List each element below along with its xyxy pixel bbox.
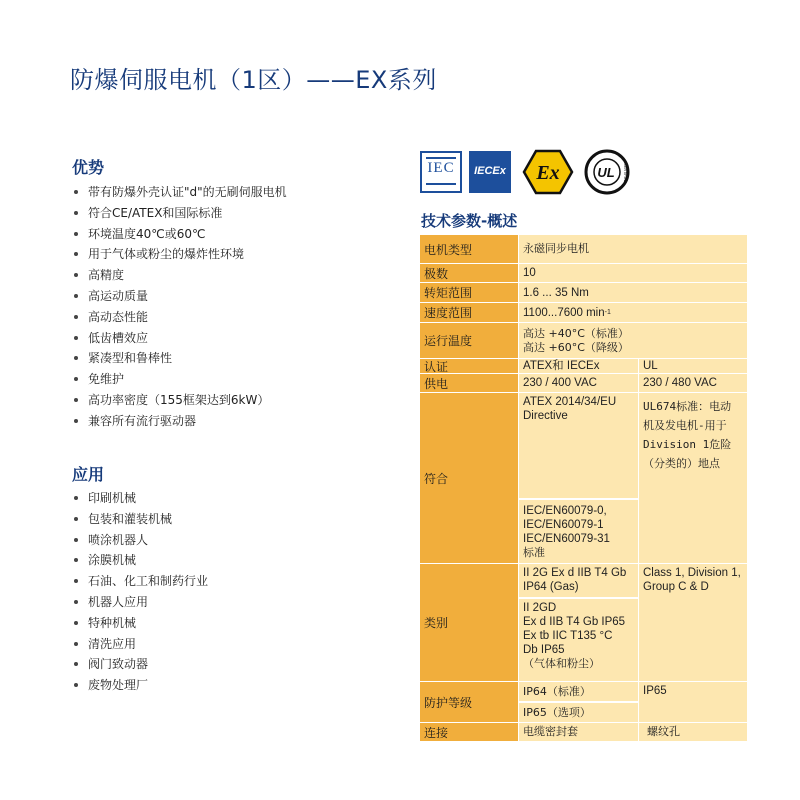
- list-item: [72, 613, 208, 634]
- list-item: [72, 348, 287, 369]
- list-item: [72, 530, 208, 551]
- list-item-text: 清洗应用: [88, 636, 137, 651]
- list-item: [72, 488, 208, 509]
- bullet-icon: [74, 517, 78, 521]
- spec-value-dust: II 2GD Ex d IIB T4 Gb IP65 Ex tb IIC T135 °C Db IP65 （气体和粉尘）: [519, 599, 638, 682]
- list-item-text: 涂膜机械: [88, 553, 137, 568]
- list-item-text: 高精度: [88, 268, 125, 283]
- list-item-text: 用于气体或粉尘的爆炸性环境: [88, 247, 245, 262]
- list-item: [72, 592, 208, 613]
- ex-hexagon-logo: [522, 149, 574, 195]
- spec-value: 高达 +40°C（标准） 高达 +60°C（降级）: [519, 323, 747, 359]
- spec-label: 转矩范围: [420, 283, 518, 303]
- list-item: [72, 328, 287, 349]
- bullet-icon: [74, 211, 78, 215]
- spec-label: 认证: [420, 359, 518, 374]
- spec-value: 螺纹孔: [639, 723, 747, 742]
- spec-label: 类别: [420, 564, 518, 682]
- spec-value-ul: Class 1, Division 1, Group C & D: [639, 564, 747, 682]
- list-item-text: 带有防爆外壳认证"d"的无刷伺服电机: [88, 185, 287, 199]
- spec-row-compliance: [420, 393, 747, 564]
- list-item: [72, 286, 287, 307]
- list-item: [72, 550, 208, 571]
- list-item: [72, 307, 287, 328]
- spec-value-gas: II 2G Ex d IIB T4 Gb IP64 (Gas): [519, 564, 638, 598]
- spec-row-torque: [420, 283, 747, 303]
- list-item: [72, 244, 287, 265]
- spec-row-speed: [420, 303, 747, 323]
- list-item: [72, 369, 287, 390]
- svg-text:CERTIFIED: CERTIFIED: [623, 163, 627, 183]
- spec-value: 电缆密封套: [519, 723, 638, 742]
- bullet-icon: [74, 336, 78, 340]
- list-item-text: 特种机械: [88, 615, 137, 630]
- spec-table-heading: 技术参数-概述: [421, 212, 518, 230]
- list-item: [72, 224, 287, 245]
- list-item: [72, 411, 287, 432]
- applications-heading: 应用: [72, 465, 105, 484]
- bullet-icon: [74, 600, 78, 604]
- spec-value: IP65（选项）: [519, 703, 638, 723]
- list-item-text: 低齿槽效应: [88, 330, 149, 345]
- list-item-text: 紧凑型和鲁棒性: [88, 351, 173, 366]
- spec-row-protection: [420, 682, 747, 723]
- spec-row-certification: [420, 359, 747, 374]
- list-item-text: 阀门致动器: [88, 657, 149, 672]
- spec-row-supply: [420, 374, 747, 393]
- bullet-icon: [74, 377, 78, 381]
- list-item-text: 高动态性能: [88, 309, 149, 324]
- spec-label: 极数: [420, 264, 518, 283]
- bullet-icon: [74, 232, 78, 236]
- spec-label: 防护等级: [420, 682, 518, 723]
- advantages-heading: 优势: [72, 158, 105, 177]
- list-item-text: 喷涂机器人: [88, 532, 149, 547]
- spec-value: 永磁同步电机: [519, 235, 747, 264]
- page-title: 防爆伺服电机（1区）——EX系列: [70, 66, 437, 94]
- bullet-icon: [74, 398, 78, 402]
- spec-row-connection: [420, 723, 747, 742]
- spec-value: 1.6 ... 35 Nm: [519, 283, 747, 303]
- list-item: [72, 675, 208, 696]
- list-item-text: 高功率密度（155框架达到6kW）: [88, 392, 270, 407]
- spec-value: 230 / 480 VAC: [639, 374, 747, 393]
- spec-row-poles: [420, 264, 747, 283]
- list-item-text: 高运动质量: [88, 288, 149, 303]
- list-item: [72, 509, 208, 530]
- bullet-icon: [74, 252, 78, 256]
- spec-value-iec: IEC/EN60079-0, IEC/EN60079-1 IEC/EN60079-31 标准: [519, 500, 638, 564]
- spec-value-ul: UL674标准：电动 机及发电机-用于 Division 1危险 （分类的）地点: [639, 393, 747, 564]
- bullet-icon: [74, 683, 78, 687]
- spec-value: 1100...7600 min -1: [519, 303, 747, 323]
- bullet-icon: [74, 190, 78, 194]
- bullet-icon: [74, 496, 78, 500]
- bullet-icon: [74, 662, 78, 666]
- bullet-icon: [74, 419, 78, 423]
- bullet-icon: [74, 315, 78, 319]
- advantages-list: [72, 182, 287, 432]
- spec-label: 运行温度: [420, 323, 518, 359]
- list-item: [72, 203, 287, 224]
- list-item-text: 石油、化工和制药行业: [88, 574, 209, 589]
- spec-row-temperature: [420, 323, 747, 359]
- bullet-icon: [74, 273, 78, 277]
- list-item: [72, 571, 208, 592]
- bullet-icon: [74, 356, 78, 360]
- iec-logo: IEC: [420, 151, 462, 193]
- list-item-text: 兼容所有流行驱动器: [88, 413, 197, 428]
- bullet-icon: [74, 538, 78, 542]
- bullet-icon: [74, 621, 78, 625]
- list-item-text: 符合CE/ATEX和国际标准: [88, 205, 223, 220]
- spec-label: 供电: [420, 374, 518, 393]
- spec-value: IP64（标准）: [519, 682, 638, 702]
- svg-text:Ex: Ex: [536, 162, 560, 184]
- spec-row-motor-type: [420, 235, 747, 264]
- spec-value: ATEX和 IECEx: [519, 359, 638, 374]
- list-item-text: 包装和灌装机械: [88, 511, 173, 526]
- ul-certified-logo: [584, 149, 630, 195]
- bullet-icon: [74, 579, 78, 583]
- list-item-text: 环境温度40℃或60℃: [88, 226, 206, 241]
- list-item: [72, 654, 208, 675]
- list-item: [72, 182, 287, 203]
- list-item: [72, 390, 287, 411]
- list-item: [72, 634, 208, 655]
- spec-value: IP65: [639, 682, 747, 723]
- spec-value: 230 / 400 VAC: [519, 374, 638, 393]
- list-item-text: 印刷机械: [88, 491, 137, 505]
- iecex-logo: IECEx: [469, 151, 511, 193]
- applications-list: [72, 488, 208, 696]
- list-item: [72, 265, 287, 286]
- svg-text:UL: UL: [597, 165, 615, 180]
- list-item-text: 免维护: [88, 372, 125, 387]
- spec-value: UL: [639, 359, 747, 374]
- bullet-icon: [74, 642, 78, 646]
- list-item-text: 废物处理厂: [88, 678, 149, 693]
- spec-row-category: [420, 564, 747, 682]
- spec-label: 连接: [420, 723, 518, 742]
- spec-value-atex: ATEX 2014/34/EU Directive: [519, 393, 638, 499]
- bullet-icon: [74, 558, 78, 562]
- spec-label: 电机类型: [420, 235, 518, 264]
- bullet-icon: [74, 294, 78, 298]
- spec-value: 10: [519, 264, 747, 283]
- list-item-text: 机器人应用: [88, 594, 149, 609]
- spec-label: 速度范围: [420, 303, 518, 323]
- spec-label: 符合: [420, 393, 518, 564]
